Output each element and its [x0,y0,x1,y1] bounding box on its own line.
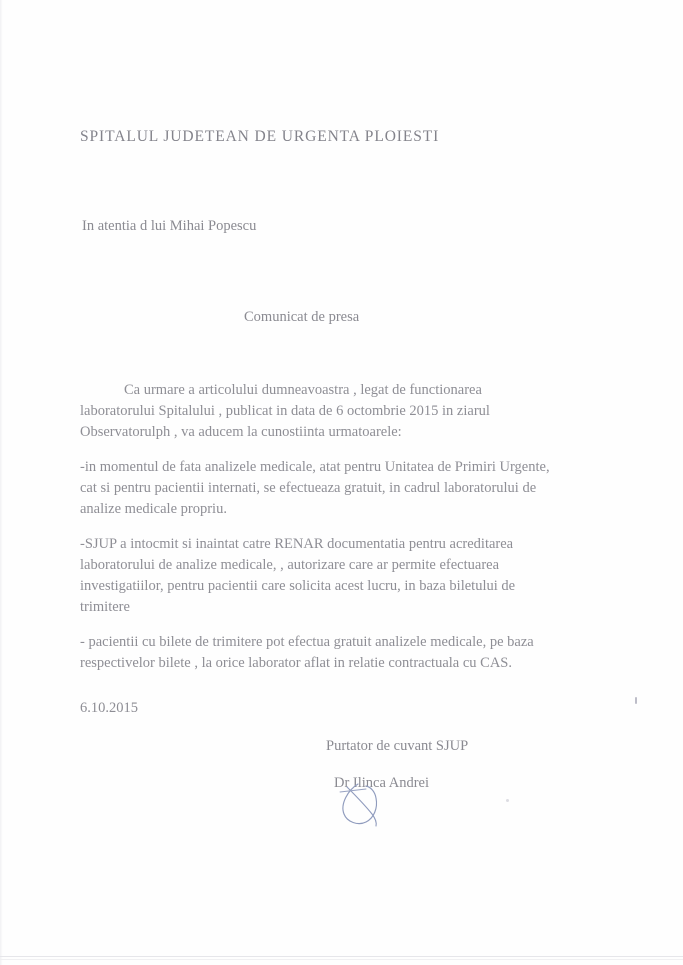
letter-body [80,380,558,688]
recipient-line: In atentia d lui Mihai Popescu [82,218,257,234]
scan-edge-left [0,0,3,965]
body-paragraph: -SJUP a intocmit si inaintat catre RENAR documentatia pentru acreditarea laboratorului de analize medicale, , autorizare care ar permite efectuarea investigatiilor, pentru pacientii care solicita acest lucru, in baza biletului de trimitere [80,536,516,615]
body-paragraph: Ca urmare a articolului dumneavoastra , legat de functionarea laboratorului Spitalului , publicat in data de 6 octombrie 2015 in ziarul Observatorulph , va aducem la cunostiinta urmatoarele: [80,382,490,440]
body-paragraph: -in momentul de fata analizele medicale, atat pentru Unitatea de Primiri Urgente, cat si pentru pacientii internati, se efectueaza gratuit, in cadrul laboratorului de analize medicale propriu. [80,459,550,517]
scan-edge-bottom [0,956,683,957]
body-paragraph: - pacientii cu bilete de trimitere pot efectua gratuit analizele medicale, pe baza respectivelor bilete , la orice laborator aflat in relatie contractuala cu CAS. [80,634,534,671]
scan-edge-bottom-secondary [0,959,683,960]
document-title: Comunicat de presa [244,309,360,325]
scan-artifact-speck [506,799,509,802]
letterhead-title: SPITALUL JUDETEAN DE URGENTA PLOIESTI [80,128,440,145]
letter-date: 6.10.2015 [80,700,138,716]
signature-name: Dr Ilinca Andrei [334,775,430,791]
scan-artifact-speck [635,697,637,704]
signature-role: Purtator de cuvant SJUP [326,738,469,754]
